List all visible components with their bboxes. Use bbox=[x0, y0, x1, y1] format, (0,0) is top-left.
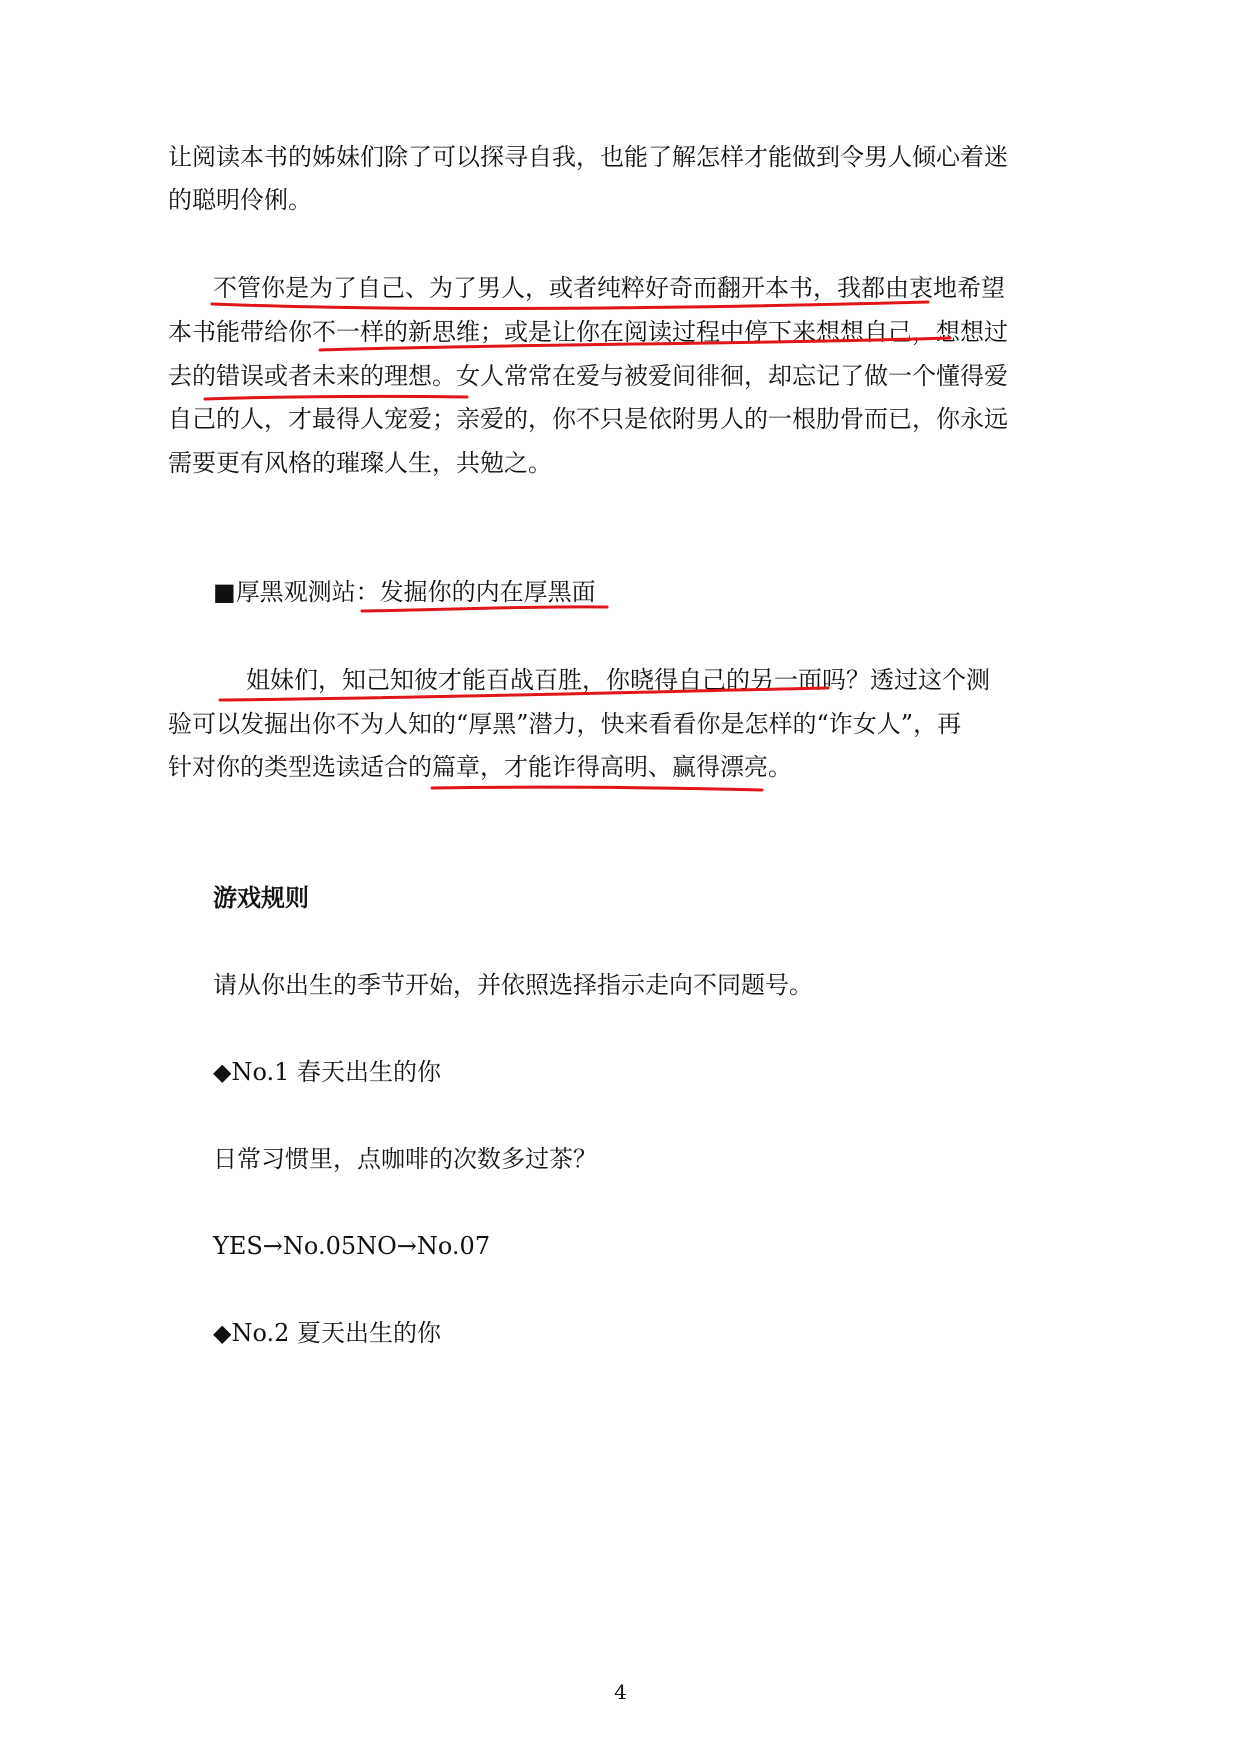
paragraph-2-line-4: 自己的人，才最得人宠爱；亲爱的，你不只是依附男人的一根肋骨而已，你永远 bbox=[168, 405, 1008, 433]
paragraph-2-line-1: 不管你是为了自己、为了男人，或者纯粹好奇而翻开本书，我都由衷地希望 bbox=[213, 274, 1005, 302]
paragraph-3-line-2: 验可以发掘出你不为人知的“厚黑”潜力，快来看看你是怎样的“诈女人”，再 bbox=[168, 710, 962, 738]
question-1-answer: YES→No.05NO→No.07 bbox=[213, 1232, 491, 1260]
question-2-heading bbox=[213, 1321, 441, 1345]
black-square-icon: ■ bbox=[213, 578, 236, 606]
section-heading-text: 厚黑观测站：发掘你的内在厚黑面 bbox=[235, 578, 596, 606]
question-1-text: 日常习惯里，点咖啡的次数多过茶？ bbox=[213, 1145, 597, 1173]
paragraph-2-line-2: 本书能带给你不一样的新思维；或是让你在阅读过程中停下来想想自己，想想过 bbox=[168, 318, 1008, 346]
paragraph-2-line-3: 去的错误或者未来的理想。女人常常在爱与被爱间徘徊，却忘记了做一个懂得爱 bbox=[168, 362, 1008, 390]
underline-annotation bbox=[432, 787, 762, 790]
underline-annotation bbox=[362, 607, 607, 611]
page-number: 4 bbox=[614, 1680, 627, 1704]
paragraph-1-line-1: 让阅读本书的姊妹们除了可以探寻自我，也能了解怎样才能做到令男人倾心着迷 bbox=[168, 143, 1008, 171]
question-1-heading-text: No.1 春天出生的你 bbox=[231, 1058, 442, 1086]
paragraph-1-line-2: 的聪明伶俐。 bbox=[168, 186, 312, 214]
underline-annotation bbox=[212, 302, 928, 308]
question-2-heading-text: No.2 夏天出生的你 bbox=[231, 1319, 442, 1347]
paragraph-3-line-3: 针对你的类型选读适合的篇章，才能诈得高明、赢得漂亮。 bbox=[168, 753, 792, 781]
section-heading bbox=[213, 580, 596, 604]
paragraph-2-line-5: 需要更有风格的璀璨人生，共勉之。 bbox=[168, 449, 552, 477]
rules-text: 请从你出生的季节开始，并依照选择指示走向不同题号。 bbox=[213, 971, 813, 999]
diamond-icon: ◆ bbox=[213, 1058, 232, 1086]
paragraph-3-line-1: 姐妹们，知己知彼才能百战百胜，你晓得自己的另一面吗？透过这个测 bbox=[246, 666, 990, 694]
question-1-heading bbox=[213, 1060, 441, 1084]
rules-heading: 游戏规则 bbox=[213, 884, 309, 912]
diamond-icon: ◆ bbox=[213, 1319, 232, 1347]
underline-annotation bbox=[205, 396, 467, 399]
